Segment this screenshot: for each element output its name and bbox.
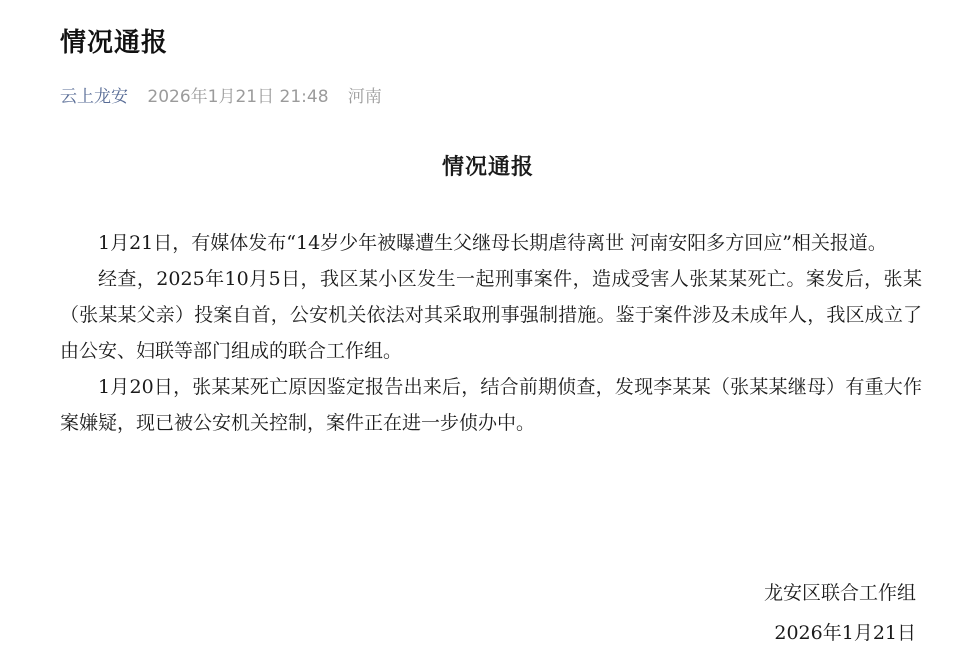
signature-date: 2026年1月21日 <box>774 622 916 644</box>
publish-location: 河南 <box>347 87 382 107</box>
article-meta <box>60 82 382 107</box>
source-account-link[interactable]: 云上龙安 <box>60 87 128 107</box>
notice-body <box>60 225 922 441</box>
notice-paragraph: 1月20日，张某某死亡原因鉴定报告出来后，结合前期侦查，发现李某某（张某某继母）有重大作案嫌疑，现已被公安机关控制，案件正在进一步侦办中。 <box>60 376 922 434</box>
signature-organization: 龙安区联合工作组 <box>763 582 916 604</box>
publish-datetime: 2026年1月21日 21:48 <box>147 87 329 107</box>
signature-block <box>764 573 916 653</box>
notice-title: 情况通报 <box>441 155 534 180</box>
notice-paragraph: 经查，2025年10月5日，我区某小区发生一起刑事案件，造成受害人张某某死亡。案发后，张某（张某某父亲）投案自首，公安机关依法对其采取刑事强制措施。鉴于案件涉及未成年人，我区成立了由公安、妇联等部门组成的联合工作组。 <box>60 268 922 362</box>
article-title: 情况通报 <box>60 28 169 58</box>
notice-paragraph: 1月21日，有媒体发布“14岁少年被曝遭生父继母长期虐待离世 河南安阳多方回应”相关报道。 <box>98 232 887 254</box>
